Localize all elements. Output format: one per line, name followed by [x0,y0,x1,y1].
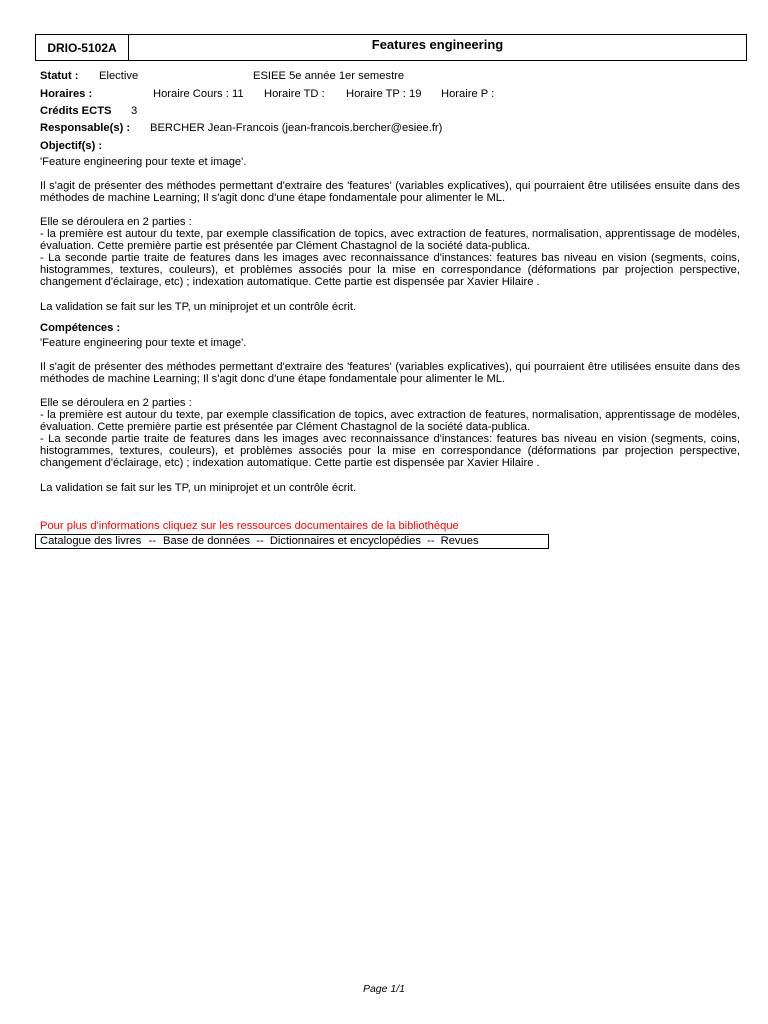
competences-p2: Il s'agit de présenter des méthodes permettant d'extraire des 'features' (variables explicatives), qui pourraient être utilisées ensuite dans des méthodes de machine Learning; Il s'agit donc d'une étape fondamentale pour alimenter le ML. [40,361,740,385]
competences-p1: 'Feature engineering pour texte et image'. [40,337,247,349]
revues-link[interactable]: Revues [440,535,479,547]
statut-label: Statut : [40,70,79,82]
bases-link[interactable]: Base de données [163,535,251,547]
responsable-label: Responsable(s) : [40,122,131,134]
objectifs-p3-intro: Elle se déroulera en 2 parties : [40,216,192,228]
objectifs-p1: 'Feature engineering pour texte et image'. [40,156,247,168]
competences-p3-b: - La seconde partie traite de features dans les images avec reconnaissance d'instances: features bas niveau en vision (segments, coins, histogrammes, textures, couleurs), et problèmes associés pour la mise en correspondance (déformations par projection perspective, changement d'éclairage, etc) ; indexation automatique. Cette partie est dispensée par Xavier Hilaire . [40,433,740,469]
separator: -- [148,535,156,547]
catalogue-link[interactable]: Catalogue des livres [40,535,142,547]
horaire-td: Horaire TD : [264,88,325,100]
objectifs-p3-a: - la première est autour du texte, par exemple classification de topics, avec extraction de features, normalisation, apprentissage de modèles, évaluation. Cette première partie est présentée par Clément Chastagnol de la société data-publica. [40,228,740,252]
horaire-cours: Horaire Cours : 11 [153,88,244,100]
objectifs-label: Objectif(s) : [40,140,103,152]
credits-label: Crédits ECTS [40,105,112,117]
library-resources-link[interactable]: Pour plus d'informations cliquez sur les ressources documentaires de la bibliothèque [40,520,459,532]
competences-label: Compétences : [40,322,121,334]
resources-box [35,534,549,549]
programme-value: ESIEE 5e année 1er semestre [253,70,405,82]
horaires-label: Horaires : [40,88,93,100]
horaire-p: Horaire P : [441,88,495,100]
objectifs-p3-b: - La seconde partie traite de features dans les images avec reconnaissance d'instances: features bas niveau en vision (segments, coins, histogrammes, textures, couleurs), et problèmes associés pour la mise en correspondance (déformations par projection perspective, changement d'éclairage, etc) ; indexation automatique. Cette partie est dispensée par Xavier Hilaire . [40,252,740,288]
competences-p3-a: - la première est autour du texte, par exemple classification de topics, avec extraction de features, normalisation, apprentissage de modèles, évaluation. Cette première partie est présentée par Clément Chastagnol de la société data-publica. [40,409,740,433]
separator: -- [256,535,264,547]
credits-value: 3 [131,105,138,117]
course-code: DRIO-5102A [36,35,129,60]
competences-p4: La validation se fait sur les TP, un miniprojet et un contrôle écrit. [40,482,357,494]
objectifs-p4: La validation se fait sur les TP, un miniprojet et un contrôle écrit. [40,301,357,313]
statut-value: Elective [99,70,139,82]
separator: -- [427,535,435,547]
page-number: Page 1/1 [362,983,406,995]
responsable-value: BERCHER Jean-Francois (jean-francois.bercher@esiee.fr) [150,122,443,134]
dictionnaires-link[interactable]: Dictionnaires et encyclopédies [269,535,421,547]
horaire-tp: Horaire TP : 19 [346,88,422,100]
competences-p3-intro: Elle se déroulera en 2 parties : [40,397,192,409]
course-title: Features engineering [371,37,504,52]
objectifs-p2: Il s'agit de présenter des méthodes permettant d'extraire des 'features' (variables explicatives), qui pourraient être utilisées ensuite dans des méthodes de machine Learning; Il s'agit donc d'une étape fondamentale pour alimenter le ML. [40,180,740,204]
course-header [35,34,747,61]
